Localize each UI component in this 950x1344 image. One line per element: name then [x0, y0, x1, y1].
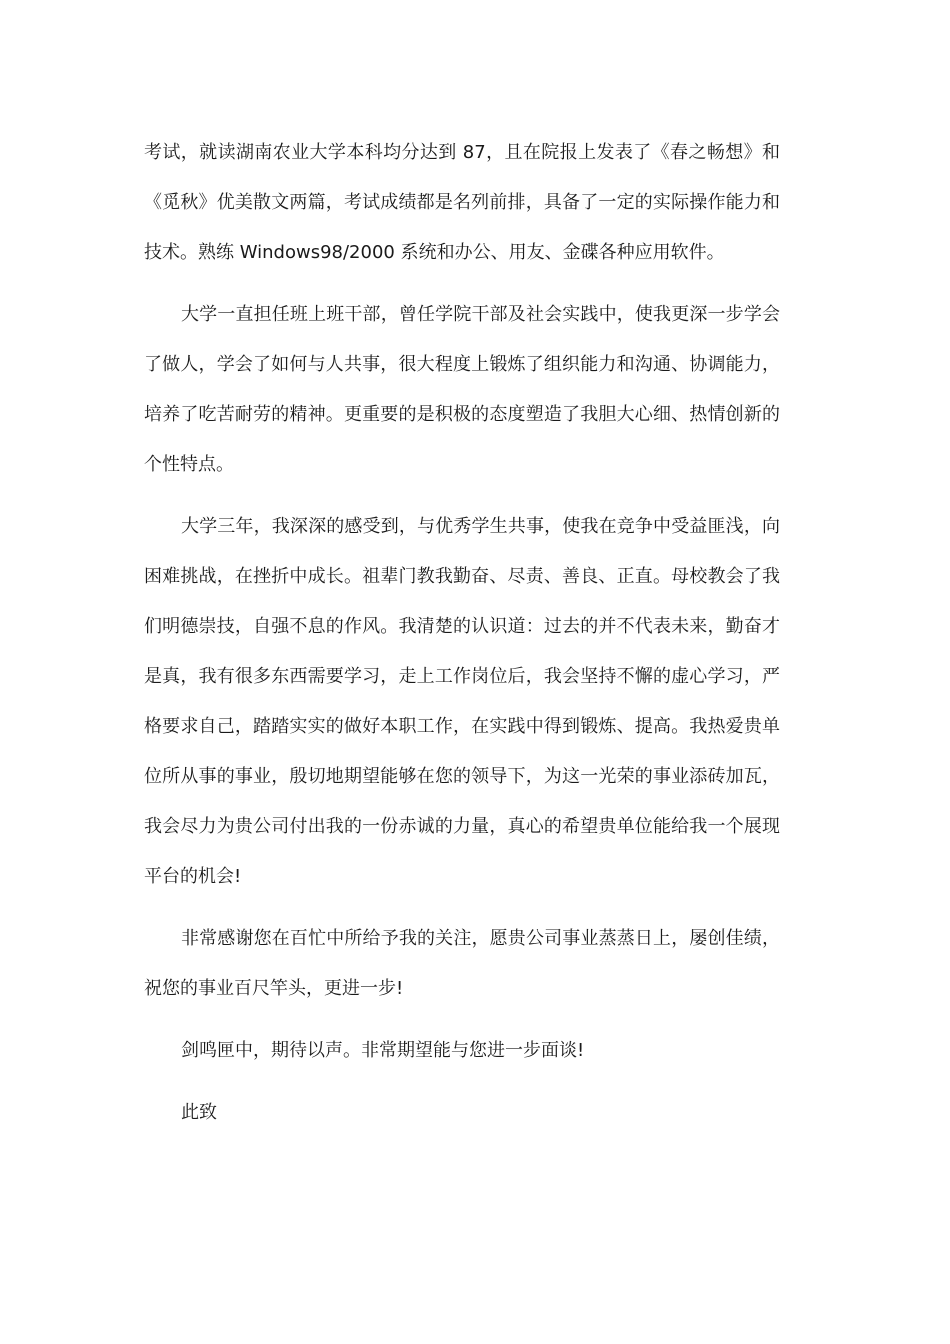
paragraph-qualifications: 考试，就读湖南农业大学本科均分达到 87，且在院报上发表了《春之畅想》和《觅秋》优美散文两篇，考试成绩都是名列前排，具备了一定的实际操作能力和技术。熟练 Windows98/2000 系统和办公、用友、金碟各种应用软件。	[144, 142, 780, 263]
paragraph-leadership: 大学一直担任班上班干部，曾任学院干部及社会实践中，使我更深一步学会了做人，学会了如何与人共事，很大程度上锻炼了组织能力和沟通、协调能力，培养了吃苦耐劳的精神。更重要的是积极的态度塑造了我胆大心细、热情创新的个性特点。	[144, 304, 780, 475]
paragraph-growth: 大学三年，我深深的感受到，与优秀学生共事，使我在竞争中受益匪浅，向困难挑战，在挫折中成长。祖辈门教我勤奋、尽责、善良、正直。母校教会了我们明德崇技，自强不息的作风。我清楚的认识道：过去的并不代表未来，勤奋才是真，我有很多东西需要学习，走上工作岗位后，我会坚持不懈的虚心学习，严格要求自己，踏踏实实的做好本职工作，在实践中得到锻炼、提高。我热爱贵单位所从事的事业，殷切地期望能够在您的领导下，为这一光荣的事业添砖加瓦，我会尽力为贵公司付出我的一份赤诚的力量，真心的希望贵单位能给我一个展现平台的机会!	[144, 516, 780, 887]
paragraph-expectation: 剑鸣匣中，期待以声。非常期望能与您进一步面谈!	[181, 1040, 585, 1061]
closing-salutation: 此致	[181, 1102, 217, 1123]
document-body	[144, 128, 780, 1150]
paragraph-thanks: 非常感谢您在百忙中所给予我的关注，愿贵公司事业蒸蒸日上，屡创佳绩，祝您的事业百尺竿头，更进一步!	[144, 928, 780, 999]
